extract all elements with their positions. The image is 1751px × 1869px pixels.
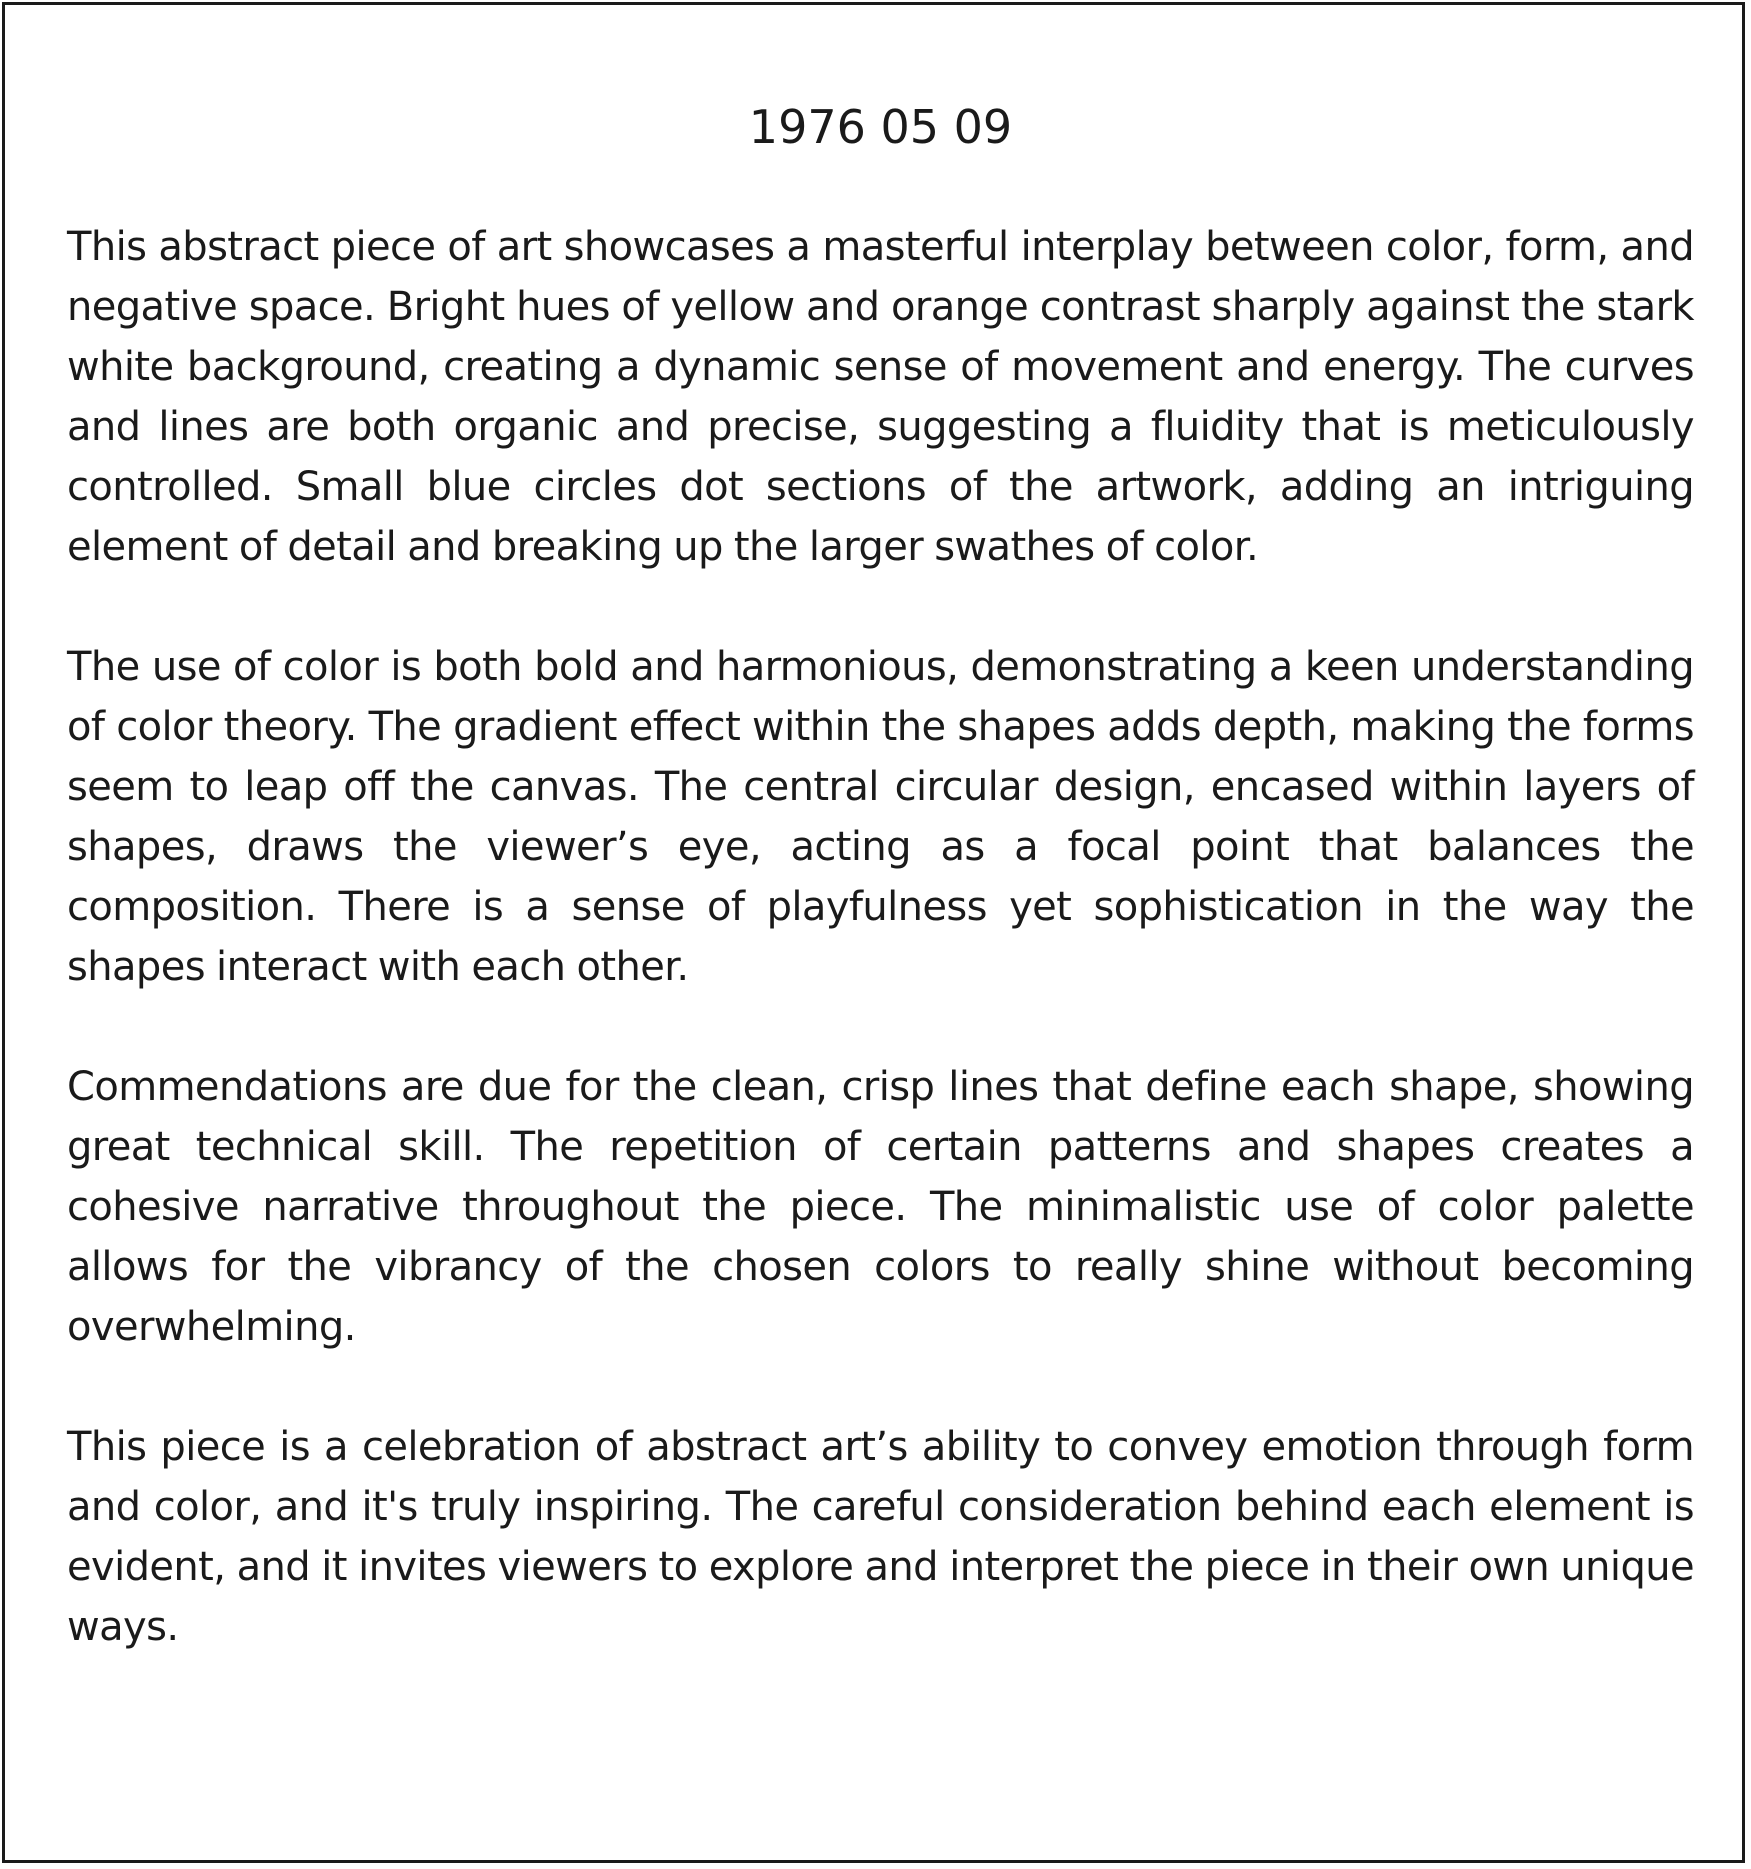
document-date: 1976 05 09 [748, 100, 1013, 154]
paragraph-1: This abstract piece of art showcases a masterful interplay between color, form, and negative space. Bright hues of yellow and orange contrast sharply against the stark white background, creating a dynamic sense of movement and energy. The curves and lines are both organic and precise, suggesting a fluidity that is meticulously controlled. Small blue circles dot sections of the artwork, adding an intriguing element of detail and breaking up the larger swathes of color. [67, 224, 1694, 570]
document-content [67, 97, 1694, 1657]
paragraph-4: This piece is a celebration of abstract art’s ability to convey emotion through form and color, and it's truly inspiring. The careful consideration behind each element is evident, and it invites viewers to explore and interpret the piece in their own unique ways. [67, 1424, 1694, 1650]
paragraph-3: Commendations are due for the clean, crisp lines that define each shape, showing great technical skill. The repetition of certain patterns and shapes creates a cohesive narrative throughout the piece. The minimalistic use of color palette allows for the vibrancy of the chosen colors to really shine without becoming overwhelming. [67, 1064, 1694, 1350]
paragraph-2: The use of color is both bold and harmonious, demonstrating a keen understanding of color theory. The gradient effect within the shapes adds depth, making the forms seem to leap off the canvas. The central circular design, encased within layers of shapes, draws the viewer’s eye, acting as a focal point that balances the composition. There is a sense of playfulness yet sophistication in the way the shapes interact with each other. [67, 644, 1694, 990]
document-frame [2, 2, 1745, 1863]
